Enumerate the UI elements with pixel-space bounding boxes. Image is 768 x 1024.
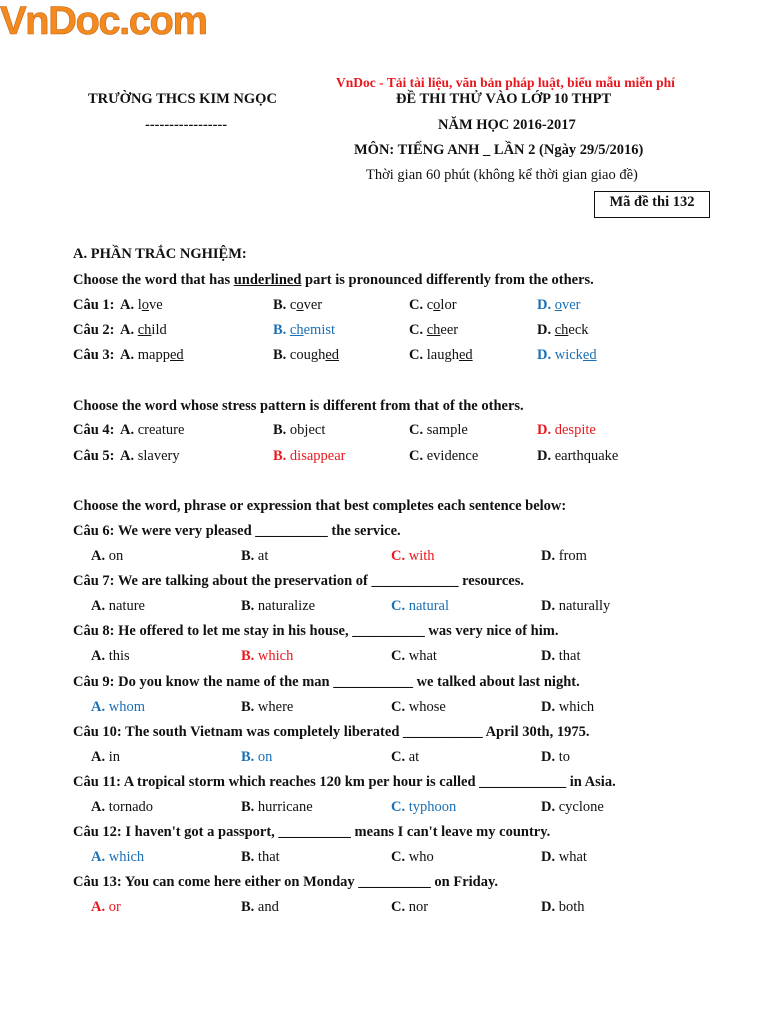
answer-option[interactable] [391, 598, 449, 615]
option-text-post: ver [303, 297, 323, 313]
option-letter: A. [91, 849, 106, 866]
options-row [73, 849, 713, 869]
option-letter: A. [91, 799, 106, 815]
answer-option[interactable] [120, 448, 180, 465]
option-letter: B. [241, 648, 255, 665]
options-row [73, 648, 713, 668]
exam-code-box: Mã đề thi 132 [594, 191, 710, 218]
answer-option[interactable] [241, 699, 293, 716]
option-letter: B. [273, 347, 287, 363]
vndoc-logo [0, 0, 215, 42]
option-letter: C. [391, 648, 406, 665]
option-text-pre: mapp [137, 347, 170, 363]
option-text: nature [108, 598, 145, 615]
answer-option[interactable] [409, 322, 458, 339]
answer-option[interactable] [541, 699, 594, 716]
answer-option[interactable] [120, 322, 167, 339]
option-text: that [257, 849, 280, 866]
answer-option[interactable] [541, 799, 604, 816]
answer-option[interactable] [241, 648, 293, 665]
option-text: both [558, 899, 585, 916]
answer-option[interactable] [273, 297, 322, 314]
option-letter: B. [241, 748, 255, 765]
question-stem: Câu 7: We are talking about the preservation of ____________ resources. [73, 573, 524, 590]
options-row [73, 598, 713, 618]
stress-question-row [73, 448, 713, 468]
option-text-pre: c [289, 297, 297, 313]
answer-option[interactable] [391, 648, 437, 665]
answer-option[interactable] [409, 422, 468, 439]
option-underlined-part: o [141, 297, 150, 313]
option-letter: B. [273, 422, 287, 438]
option-underlined-part: ch [426, 322, 441, 338]
school-year: NĂM HỌC 2016-2017 [438, 117, 576, 133]
option-letter: A. [120, 422, 135, 438]
option-text: which [558, 698, 595, 715]
answer-option[interactable] [391, 749, 419, 766]
option-text: with [408, 548, 435, 564]
answer-option[interactable] [120, 422, 184, 439]
option-letter: D. [537, 347, 552, 363]
tagline: VnDoc - Tải tài liệu, văn bản pháp luật, biểu mẫu miễn phí [336, 75, 675, 90]
option-text: whom [108, 698, 145, 715]
option-text: naturally [558, 598, 611, 615]
answer-option[interactable] [541, 648, 580, 665]
answer-option[interactable] [537, 322, 589, 339]
option-letter: D. [541, 648, 556, 665]
option-letter: D. [541, 849, 556, 866]
option-letter: D. [541, 548, 556, 564]
answer-option[interactable] [391, 849, 434, 866]
school-divider: ----------------- [145, 117, 228, 133]
answer-option[interactable] [241, 598, 315, 615]
option-text-post: emist [303, 322, 336, 338]
option-letter: B. [273, 297, 287, 313]
option-letter: C. [391, 748, 406, 765]
option-underlined-part: ch [137, 322, 152, 338]
option-letter: D. [537, 322, 552, 338]
option-underlined-part: ed [325, 347, 340, 363]
option-letter: B. [241, 799, 255, 815]
option-text: what [408, 648, 437, 665]
instruction-completion: Choose the word, phrase or expression that best completes each sentence below: [73, 498, 567, 514]
option-letter: D. [537, 448, 552, 464]
answer-option[interactable] [91, 648, 130, 665]
answer-option[interactable] [273, 448, 345, 465]
option-letter: D. [541, 598, 556, 615]
options-row [73, 548, 713, 568]
options-row [73, 799, 713, 819]
option-letter: A. [120, 322, 135, 338]
question-label: Câu 5: [73, 448, 115, 464]
answer-option[interactable] [120, 347, 184, 364]
option-letter: A. [120, 448, 135, 464]
answer-option[interactable] [273, 322, 335, 339]
option-text-pre: wick [554, 347, 583, 363]
option-letter: B. [273, 322, 287, 338]
options-row [73, 899, 713, 919]
answer-option[interactable] [273, 422, 325, 439]
option-letter: A. [91, 698, 106, 715]
option-letter: C. [391, 849, 406, 866]
option-text-pre: laugh [426, 347, 459, 363]
question-stem: Câu 11: A tropical storm which reaches 120 km per hour is called ____________ in Asia. [73, 774, 616, 790]
option-text: what [558, 849, 587, 866]
option-text: on [108, 548, 124, 564]
option-underlined-part: ch [289, 322, 304, 338]
answer-option[interactable] [241, 548, 268, 565]
options-row [73, 699, 713, 719]
answer-option[interactable] [541, 849, 587, 866]
answer-option[interactable] [91, 749, 120, 766]
option-text: sample [426, 422, 468, 438]
answer-option[interactable] [273, 347, 339, 364]
option-letter: D. [537, 297, 552, 313]
answer-option[interactable] [91, 899, 121, 916]
option-letter: B. [241, 849, 255, 866]
exam-duration: Thời gian 60 phút (không kể thời gian giao đề) [366, 167, 638, 183]
option-text: on [257, 748, 273, 765]
option-text-pre: c [426, 297, 434, 313]
option-letter: A. [120, 347, 135, 363]
answer-option[interactable] [409, 297, 457, 314]
answer-option[interactable] [120, 297, 163, 314]
option-letter: A. [91, 648, 106, 665]
option-text: at [408, 748, 420, 765]
option-letter: B. [241, 698, 255, 715]
option-text: evidence [426, 448, 479, 464]
answer-option[interactable] [391, 699, 446, 716]
instruction-stress: Choose the word whose stress pattern is different from that of the others. [73, 398, 524, 414]
option-text: object [289, 422, 326, 438]
option-text: or [108, 899, 121, 916]
option-letter: C. [409, 322, 424, 338]
question-label: Câu 1: [73, 297, 115, 313]
option-letter: C. [391, 899, 406, 916]
option-letter: D. [541, 698, 556, 715]
option-letter: B. [241, 899, 255, 916]
option-letter: C. [391, 698, 406, 715]
option-letter: C. [409, 297, 424, 313]
option-underlined-part: ed [582, 347, 597, 363]
option-letter: B. [273, 448, 287, 464]
option-text: creature [137, 422, 185, 438]
option-text: disappear [289, 448, 346, 464]
answer-option[interactable] [409, 347, 473, 364]
option-letter: A. [91, 899, 106, 916]
option-text: in [108, 748, 121, 765]
answer-option[interactable] [541, 749, 570, 766]
option-text: at [257, 548, 269, 564]
option-underlined-part: ch [554, 322, 569, 338]
option-letter: D. [541, 899, 556, 916]
option-text-post: lor [440, 297, 457, 313]
school-name: TRƯỜNG THCS KIM NGỌC [88, 91, 277, 107]
option-text: cyclone [558, 799, 604, 815]
option-text-post: eck [568, 322, 589, 338]
answer-option[interactable] [391, 799, 456, 816]
option-text: to [558, 748, 571, 765]
exam-title: ĐỀ THI THỬ VÀO LỚP 10 THPT [396, 91, 612, 107]
answer-option[interactable] [391, 548, 435, 565]
answer-option[interactable] [537, 448, 618, 465]
option-letter: D. [541, 748, 556, 765]
option-text-post: ver [561, 297, 581, 313]
option-text-pre: l [137, 297, 142, 313]
option-text: where [257, 698, 294, 715]
option-text: that [558, 648, 581, 665]
answer-option[interactable] [91, 799, 153, 816]
answer-option[interactable] [91, 548, 123, 565]
instruction-pronunciation: Choose the word that has underlined part is pronounced differently from the others. [73, 272, 594, 288]
option-text: and [257, 899, 279, 916]
option-text: who [408, 849, 434, 866]
option-underlined-part: ed [458, 347, 473, 363]
question-stem: Câu 9: Do you know the name of the man ___________ we talked about last night. [73, 673, 580, 690]
option-text: nor [408, 899, 429, 916]
options-row [73, 749, 713, 769]
answer-option[interactable] [537, 422, 596, 439]
answer-option[interactable] [91, 699, 145, 716]
answer-option[interactable] [241, 899, 279, 916]
option-letter: D. [537, 422, 552, 438]
option-letter: A. [91, 548, 106, 564]
answer-option[interactable] [537, 297, 581, 314]
option-text: which [257, 648, 294, 665]
option-letter: C. [391, 598, 406, 615]
option-letter: A. [120, 297, 135, 313]
pronunciation-question-row [73, 347, 713, 367]
question-stem: Câu 6: We were very pleased __________ the service. [73, 523, 401, 539]
option-letter: C. [391, 799, 406, 815]
question-label: Câu 3: [73, 347, 115, 363]
answer-option[interactable] [537, 347, 597, 364]
option-letter: B. [241, 548, 255, 564]
option-letter: D. [541, 799, 556, 815]
option-text-pre: cough [289, 347, 326, 363]
section-title: A. PHẦN TRẮC NGHIỆM: [73, 246, 247, 262]
option-letter: A. [91, 598, 106, 615]
answer-option[interactable] [541, 899, 585, 916]
answer-option[interactable] [241, 749, 272, 766]
option-text: earthquake [554, 448, 619, 464]
option-text-post: ve [149, 297, 163, 313]
option-text: tornado [108, 799, 154, 815]
answer-option[interactable] [91, 598, 145, 615]
option-letter: C. [409, 448, 424, 464]
answer-option[interactable] [409, 448, 478, 465]
option-underlined-part: o [296, 297, 304, 313]
option-text: naturalize [257, 598, 316, 615]
option-text: this [108, 648, 130, 665]
question-label: Câu 2: [73, 322, 115, 338]
option-text: typhoon [408, 799, 457, 815]
answer-option[interactable] [241, 849, 280, 866]
option-text: natural [408, 598, 449, 615]
option-letter: C. [409, 347, 424, 363]
answer-option[interactable] [541, 548, 587, 565]
answer-option[interactable] [541, 598, 610, 615]
option-letter: B. [241, 598, 255, 615]
option-underlined-part: ed [169, 347, 184, 363]
option-text-post: eer [440, 322, 459, 338]
option-letter: C. [391, 548, 406, 564]
logo-text: VnDoc.com [0, 0, 207, 42]
option-underlined-part: o [433, 297, 441, 313]
option-text-post: ild [151, 322, 167, 338]
option-text: which [108, 849, 145, 866]
stress-question-row [73, 422, 713, 442]
option-letter: C. [409, 422, 424, 438]
option-underlined-part: o [554, 297, 562, 313]
option-letter: A. [91, 748, 106, 765]
exam-subject: MÔN: TIẾNG ANH _ LẦN 2 (Ngày 29/5/2016) [354, 142, 644, 158]
question-stem: Câu 13: You can come here either on Monday __________ on Friday. [73, 874, 499, 891]
option-text: from [558, 548, 587, 564]
pronunciation-question-row [73, 322, 713, 342]
question-stem: Câu 8: He offered to let me stay in his house, __________ was very nice of him. [73, 623, 559, 640]
answer-option[interactable] [241, 799, 313, 816]
question-stem: Câu 12: I haven't got a passport, __________ means I can't leave my country. [73, 824, 551, 841]
option-text: hurricane [257, 799, 313, 815]
option-text: slavery [137, 448, 180, 464]
option-text: despite [554, 422, 596, 438]
pronunciation-question-row [73, 297, 713, 317]
answer-option[interactable] [91, 849, 144, 866]
answer-option[interactable] [391, 899, 428, 916]
question-stem: Câu 10: The south Vietnam was completely liberated ___________ April 30th, 1975. [73, 723, 590, 740]
question-label: Câu 4: [73, 422, 115, 438]
option-text: whose [408, 698, 446, 715]
